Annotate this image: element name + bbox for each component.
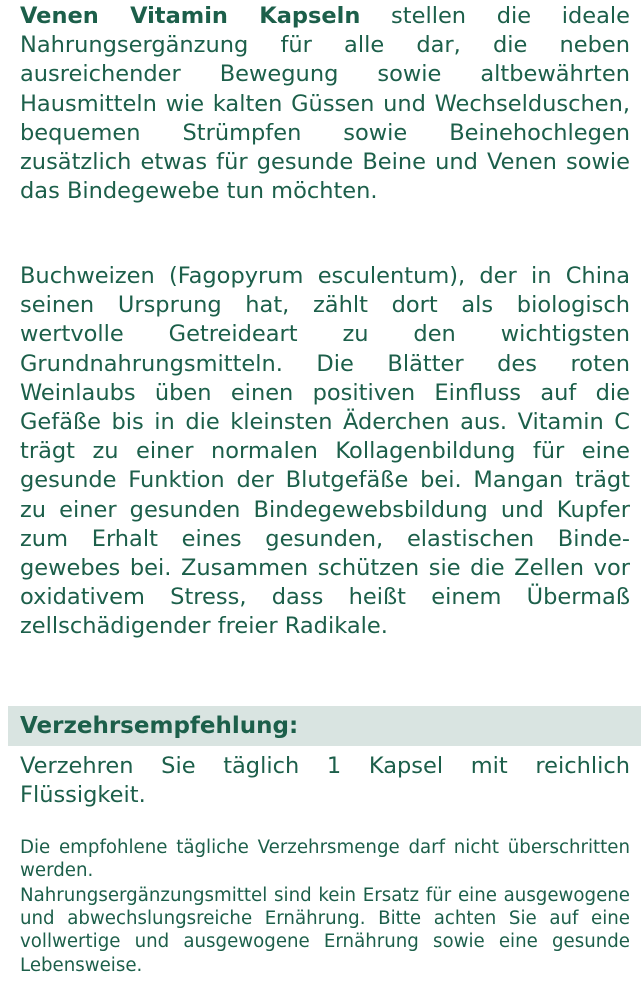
dosage-heading-band	[8, 706, 641, 746]
dosage-instruction: Verzehren Sie täglich 1 Kapsel mit reichlich Flüssigkeit.	[20, 753, 630, 809]
supplement-disclaimer: Nahrungsergänzungsmittel sind kein Ersatz für eine ausgewogene und abwechslungsreiche Ernährung. Bitte achten Sie auf eine vollwertige und ausgewogene Ernährung sowie eine gesunde Lebensweise.	[20, 885, 630, 976]
intro-text: stellen die ideale Nahrungsergänzung für alle dar, die neben ausreichender Bewegung sowie altbewährten Hausmitteln wie kalten Güssen und Wechselduschen, bequemen Strümpfen sowie Beinehochlegen zusätzlich etwas für gesunde Beine und Venen sowie das Bindegewebe tun möchten.	[20, 3, 631, 205]
dosage-heading: Verzehrsempfehlung:	[20, 713, 299, 739]
dosage-warning: Die empfohlene tägliche Verzehrsmenge darf nicht überschritten werden.	[20, 837, 630, 882]
ingredients-description: Buchweizen (Fagopyrum esculentum), der in China seinen Ursprung hat, zählt dort als biologisch wertvolle Getreideart zu den wichtigsten Grundnahrungsmitteln. Die Blätter des roten Weinlaubs üben einen positiven Einfluss auf die Gefäße bis in die kleinsten Äderchen aus. Vitamin C trägt zu einer normalen Kollagenbildung für eine gesunde Funktion der Blutgefäße bei. Mangan trägt zu einer gesunden Bindegewebsbildung und Kupfer zum Erhalt eines gesunden, elastischen Binde-gewebes bei. Zusammen schützen sie die Zellen vor oxidativem Stress, dass heißt einem Übermaß zellschädigender freier Radikale.	[20, 263, 630, 640]
intro-paragraph	[20, 2, 630, 206]
product-name: Venen Vitamin Kapseln	[20, 3, 361, 29]
